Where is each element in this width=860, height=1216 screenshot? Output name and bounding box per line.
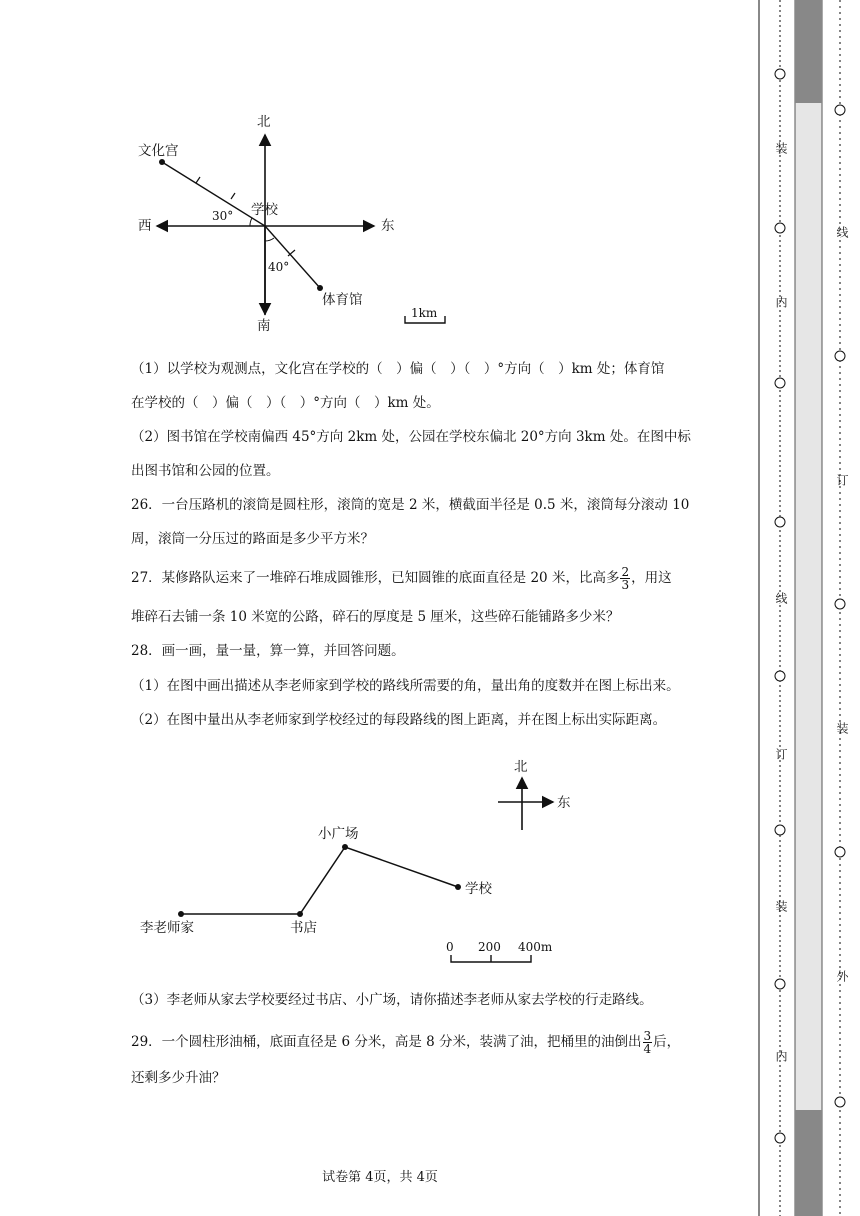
fig1-school-label: 学校 bbox=[251, 202, 278, 218]
q26-line1: 26．一台压路机的滚筒是圆柱形，滚筒的宽是 2 米，横截面半径是 0.5 米，滚筒每分滚动 10 bbox=[131, 497, 690, 513]
fig1-south-label: 南 bbox=[257, 318, 271, 334]
fig2-bookstore-label: 书店 bbox=[290, 920, 317, 936]
q28-p2: （2）在图中量出从李老师家到学校经过的每段路线的图上距离，并在图上标出实际距离。 bbox=[131, 712, 667, 728]
q27-line1-a: 27．某修路队运来了一堆碎石堆成圆锥形，已知圆锥的底面直径是 20 米，比高多 bbox=[131, 570, 620, 586]
margin-inner-nei-2: 内 bbox=[774, 1050, 788, 1062]
q27-line1 bbox=[131, 566, 672, 591]
margin-dark-top bbox=[795, 0, 822, 103]
fig2-square-label: 小广场 bbox=[318, 826, 359, 842]
margin-outer-zhuang: 装 bbox=[835, 722, 849, 734]
margin-outer-wai: 外 bbox=[835, 970, 849, 982]
fig1-angle-30: 30° bbox=[212, 209, 234, 223]
q29-line1-a: 29．一个圆柱形油桶，底面直径是 6 分米，高是 8 分米，装满了油，把桶里的油倒出 bbox=[131, 1034, 642, 1050]
fig2-scale-400m: 400m bbox=[518, 940, 553, 954]
q29-fraction: $\frac{3}{4}$ bbox=[643, 1029, 652, 1056]
fig2-school-label: 学校 bbox=[465, 881, 492, 897]
margin-dark-bottom bbox=[795, 1110, 822, 1216]
fig1-stadium-label: 体育馆 bbox=[322, 292, 363, 308]
fig1-west-label: 西 bbox=[138, 218, 152, 234]
q28-title: 28．画一画，量一量，算一算，并回答问题。 bbox=[131, 643, 405, 659]
q29-line2: 还剩多少升油？ bbox=[131, 1070, 226, 1086]
q29-line1-b: 后， bbox=[653, 1034, 681, 1050]
home-point bbox=[178, 911, 184, 917]
margin-outer-ding: 订 bbox=[835, 474, 849, 486]
q28-p3: （3）李老师从家去学校要经过书店、小广场，请你描述李老师从家去学校的行走路线。 bbox=[131, 992, 653, 1008]
q25-p2-line2: 出图书馆和公园的位置。 bbox=[131, 463, 280, 479]
margin-inner-zhuang-2: 装 bbox=[774, 900, 788, 912]
fig2-scale-0: 0 bbox=[446, 940, 454, 954]
fig1-north-label: 北 bbox=[257, 114, 271, 130]
route-line bbox=[181, 847, 458, 914]
q25-p1-line2: 在学校的（ ）偏（ ）（ ）°方向（ ）km 处。 bbox=[131, 395, 440, 411]
fig1-east-label: 东 bbox=[381, 218, 395, 234]
margin-inner-xian: 线 bbox=[774, 592, 788, 604]
q27-line1-b: ，用这 bbox=[631, 570, 672, 586]
q25-p2-line1: （2）图书馆在学校南偏西 45°方向 2km 处，公园在学校东偏北 20°方向 3km 处。在图中标 bbox=[131, 429, 691, 445]
school-point bbox=[455, 884, 461, 890]
margin-inner-nei: 内 bbox=[774, 296, 788, 308]
fig2-home-label: 李老师家 bbox=[140, 920, 194, 936]
fig1-culture-palace-label: 文化宫 bbox=[138, 143, 179, 159]
fig1-angle-40: 40° bbox=[268, 260, 290, 274]
margin-outer-xian: 线 bbox=[835, 226, 849, 238]
fig2-east-label: 东 bbox=[557, 795, 571, 811]
margin-inner-zhuang: 装 bbox=[774, 142, 788, 154]
q29-line1 bbox=[131, 1030, 680, 1055]
page-footer: 试卷第 4页，共 4页 bbox=[322, 1170, 438, 1185]
square-point bbox=[342, 844, 348, 850]
fig2-north-label: 北 bbox=[514, 759, 528, 775]
margin-inner-ding: 订 bbox=[774, 748, 788, 760]
q25-p1-line1: （1）以学校为观测点，文化宫在学校的（ ）偏（ ）（ ）°方向（ ）km 处；体育馆 bbox=[131, 361, 665, 377]
q26-line2: 周，滚筒一分压过的路面是多少平方米？ bbox=[131, 531, 374, 547]
q27-line2: 堆碎石去铺一条 10 米宽的公路，碎石的厚度是 5 厘米，这些碎石能铺路多少米？ bbox=[131, 609, 620, 625]
q27-fraction: $\frac{2}{3}$ bbox=[621, 565, 630, 592]
fig1-scale-label: 1km bbox=[411, 306, 438, 320]
fig2-scale-200: 200 bbox=[478, 940, 501, 954]
q28-p1: （1）在图中画出描述从李老师家到学校的路线所需要的角，量出角的度数并在图上标出来。 bbox=[131, 678, 680, 694]
bookstore-point bbox=[297, 911, 303, 917]
